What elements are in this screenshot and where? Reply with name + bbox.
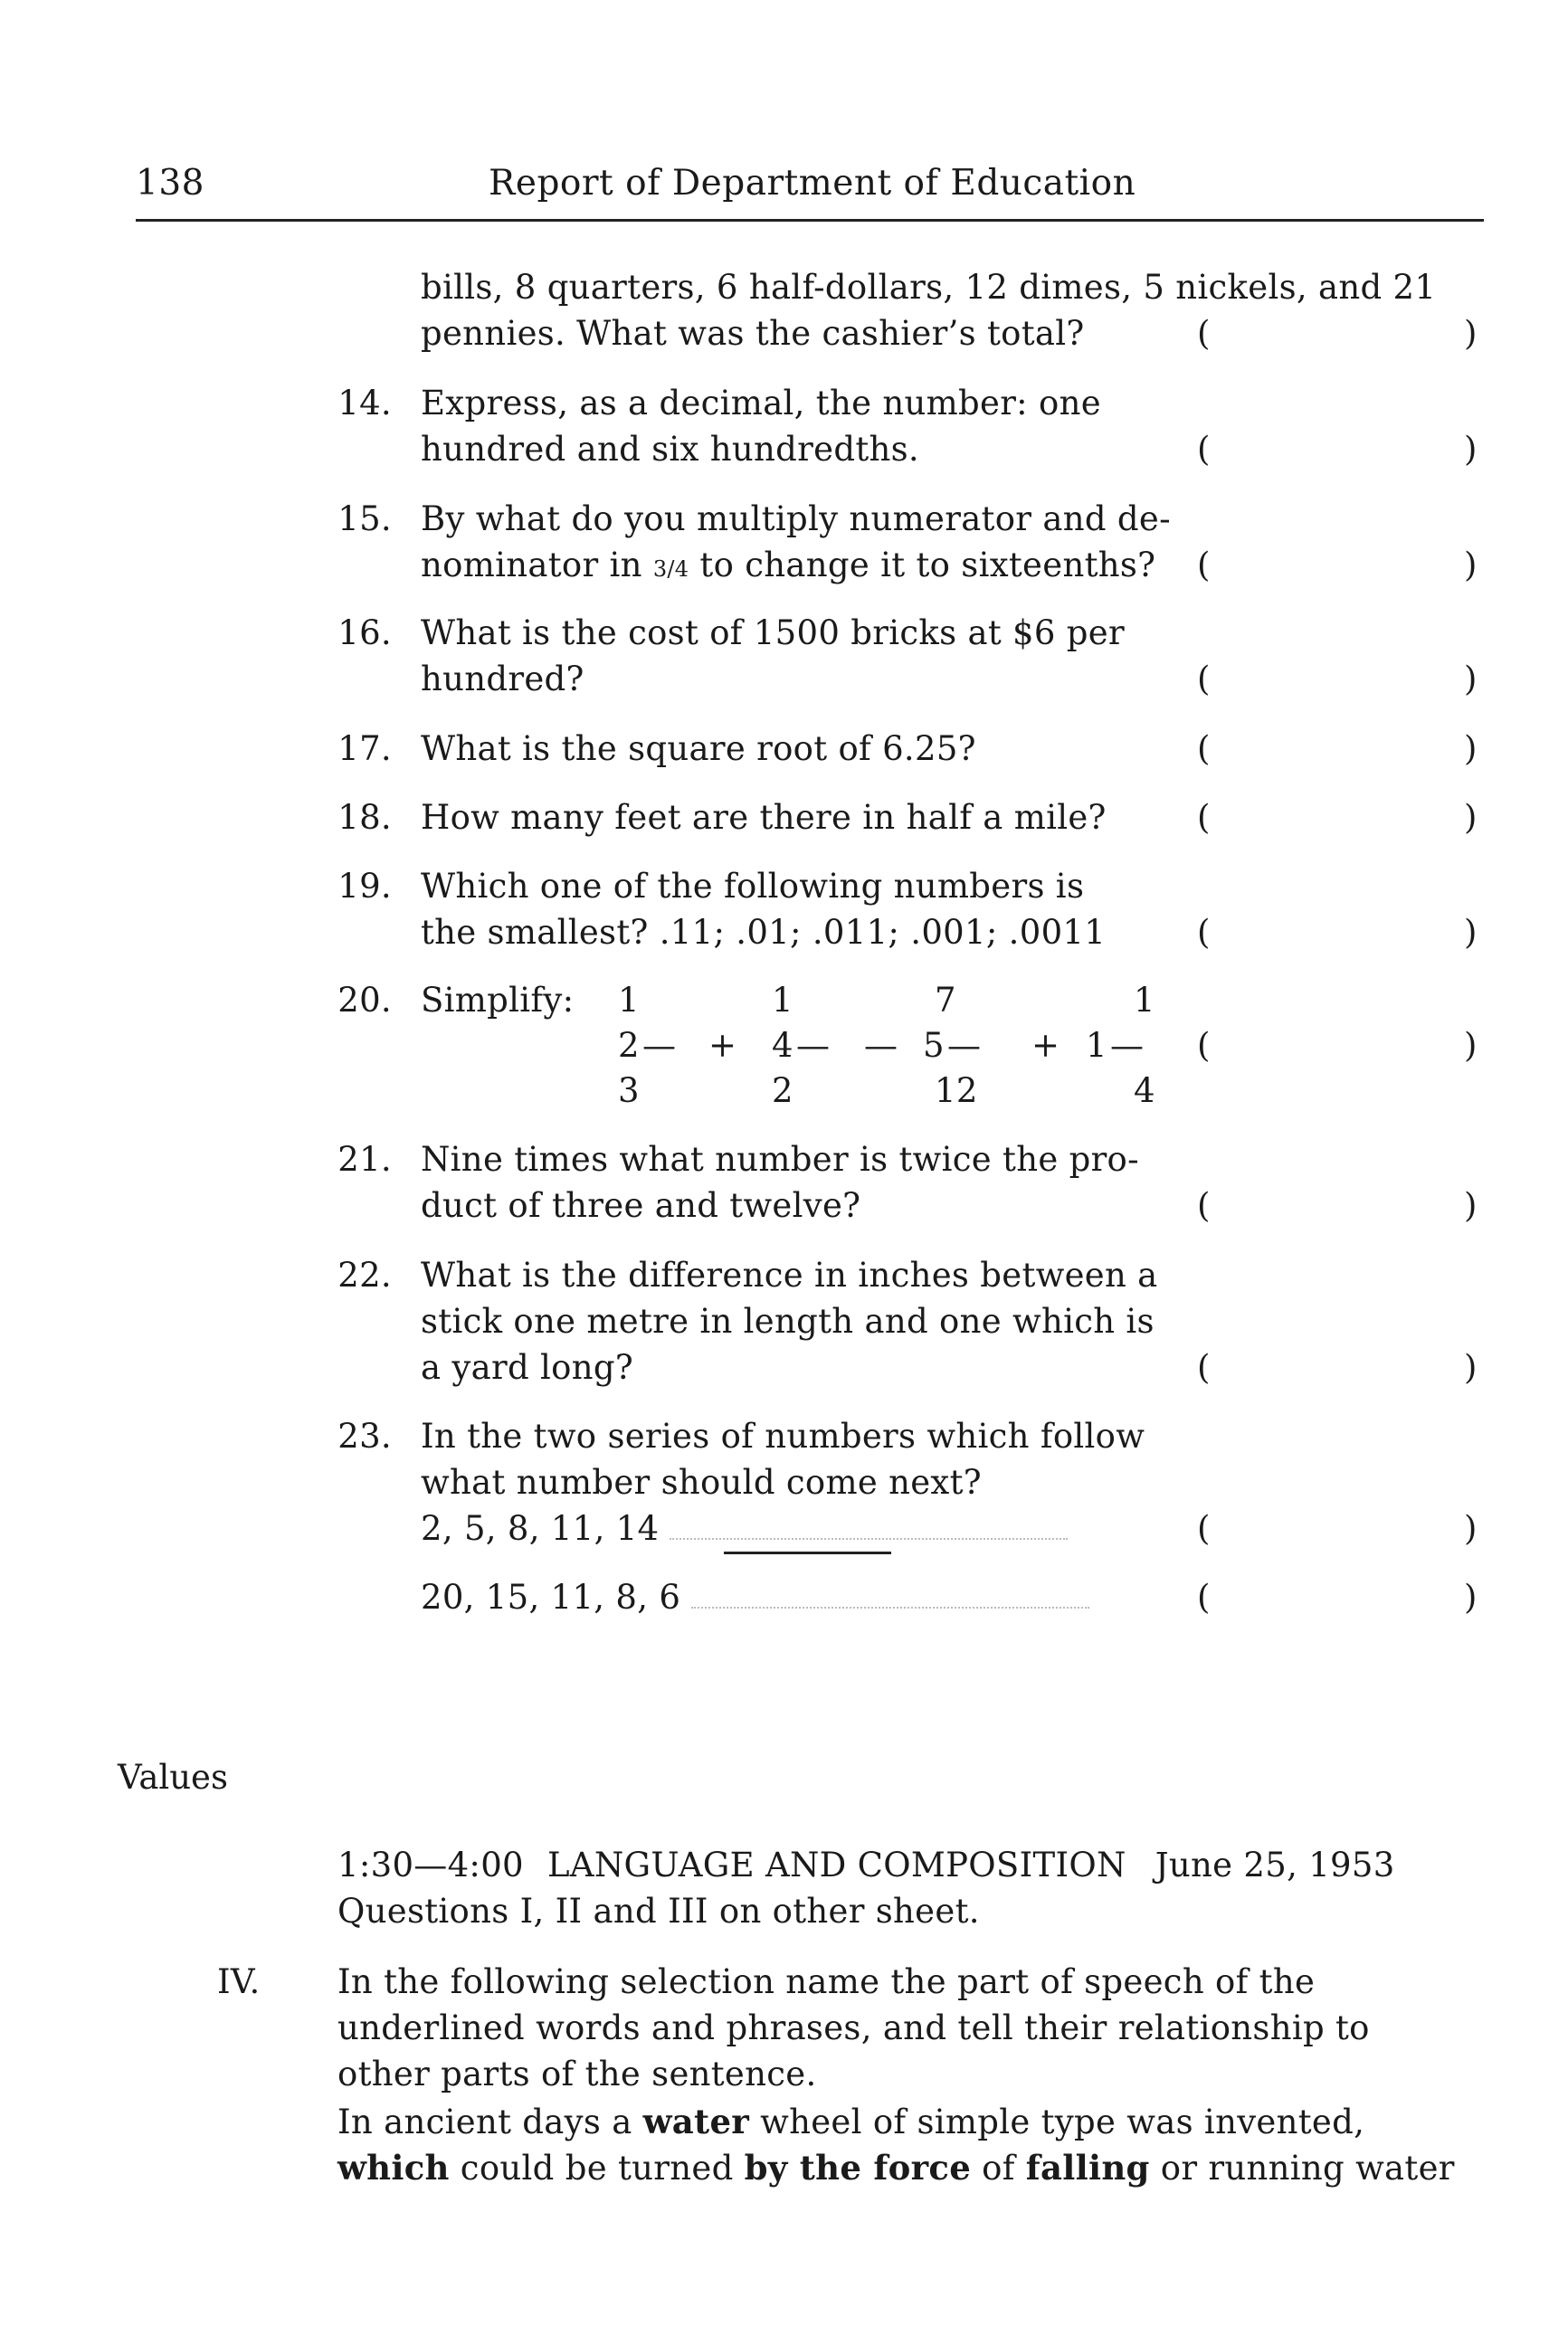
underlined-word: falling bbox=[1025, 2148, 1150, 2188]
question-number: 17. bbox=[337, 729, 392, 768]
denominator-2: 2 bbox=[772, 1071, 794, 1110]
whole-4: 1 bbox=[1086, 1026, 1107, 1065]
instruction-line-1: In the following selection name the part of speech of the bbox=[337, 1962, 1316, 2001]
fraction-three-quarters: 3/4 bbox=[652, 556, 689, 582]
exam-date: June 25, 1953 bbox=[1155, 1846, 1395, 1885]
simplify-label: Simplify: bbox=[421, 981, 575, 1020]
question-number: 19. bbox=[337, 867, 392, 906]
question-21: 21. Nine times what number is twice the pro- duct of three and twelve? ( ) bbox=[0, 1136, 1568, 1236]
question-16-line-2: hundred? bbox=[421, 660, 584, 698]
question-16-line-1: What is the cost of 1500 bricks at $6 per bbox=[421, 613, 1125, 652]
margin-label-values: Values bbox=[118, 1758, 228, 1797]
question-21-line-1: Nine times what number is twice the pro- bbox=[421, 1140, 1139, 1179]
number-series-1: 2, 5, 8, 11, 14 bbox=[421, 1505, 1199, 1552]
question-21-line-2: duct of three and twelve? bbox=[421, 1186, 861, 1225]
operator-1: + bbox=[708, 1026, 737, 1065]
dotted-leader bbox=[691, 1607, 1089, 1609]
question-number: 15. bbox=[337, 499, 392, 538]
question-15-line-2: nominator in 3/4 to change it to sixteenths? bbox=[421, 546, 1156, 584]
question-17-line-1: What is the square root of 6.25? bbox=[421, 729, 976, 768]
item-number-iv: IV. bbox=[217, 1962, 261, 2001]
running-title: Report of Department of Education bbox=[489, 163, 1136, 204]
instruction-line-2: underlined words and phrases, and tell their relationship to bbox=[337, 2008, 1370, 2047]
question-number: 21. bbox=[337, 1140, 392, 1179]
exam-subject: LANGUAGE AND COMPOSITION bbox=[546, 1846, 1126, 1885]
question-13-line-1: bills, 8 quarters, 6 half-dollars, 12 dimes, 5 nickels, and 21 bbox=[421, 268, 1437, 307]
selection-line-2: which could be turned by the force of falling or running water bbox=[337, 2148, 1455, 2188]
dotted-leader bbox=[670, 1538, 1068, 1540]
instruction-line-3: other parts of the sentence. bbox=[337, 2055, 817, 2093]
fraction-bar: — bbox=[642, 1026, 677, 1065]
underlined-word: which bbox=[337, 2148, 450, 2188]
numerator-4: 1 bbox=[1134, 981, 1155, 1020]
exam-time: 1:30—4:00 bbox=[337, 1846, 524, 1885]
question-number: 18. bbox=[337, 798, 392, 837]
question-18: 18. How many feet are there in half a mile? ( ) bbox=[0, 794, 1568, 844]
question-13-continuation: bills, 8 quarters, 6 half-dollars, 12 dimes, 5 nickels, and 21 pennies. What was the cashier’s total? ( ) bbox=[0, 264, 1568, 364]
number-series-2: 20, 15, 11, 8, 6 bbox=[421, 1574, 1199, 1620]
question-22-line-3: a yard long? bbox=[421, 1348, 633, 1387]
operator-2: — bbox=[864, 1026, 898, 1065]
question-23: 23. In the two series of numbers which follow what number should come next? 2, 5, 8, 11, 14 ( ) 20, 15, 11, 8, 6 ( ) bbox=[0, 1413, 1568, 1630]
numerator-1: 1 bbox=[618, 981, 640, 1020]
question-17: 17. What is the square root of 6.25? ( ) bbox=[0, 726, 1568, 775]
denominator-1: 3 bbox=[618, 1071, 640, 1110]
question-20: 20. Simplify: 1 1 7 1 2 — + 4 — — 5 — + 1 — 3 2 12 4 ( ) bbox=[0, 977, 1568, 1122]
page-header bbox=[136, 163, 1484, 208]
page-number: 138 bbox=[136, 163, 204, 204]
question-number: 20. bbox=[337, 981, 392, 1020]
underlined-word: water bbox=[642, 2102, 750, 2141]
exam-heading bbox=[337, 1842, 1496, 1888]
question-14-line-2: hundred and six hundredths. bbox=[421, 430, 919, 469]
question-number: 14. bbox=[337, 384, 392, 422]
question-16: 16. What is the cost of 1500 bricks at $6 per hundred? ( ) bbox=[0, 610, 1568, 709]
question-14: 14. Express, as a decimal, the number: one hundred and six hundredths. ( ) bbox=[0, 380, 1568, 479]
numerator-3: 7 bbox=[935, 981, 956, 1020]
question-number: 22. bbox=[337, 1256, 392, 1295]
fraction-bar: — bbox=[947, 1026, 982, 1065]
fraction-bar: — bbox=[1110, 1026, 1145, 1065]
question-14-line-1: Express, as a decimal, the number: one bbox=[421, 384, 1101, 422]
question-22: 22. What is the difference in inches between a stick one metre in length and one which is a yard long? ( ) bbox=[0, 1252, 1568, 1397]
question-22-line-2: stick one metre in length and one which is bbox=[421, 1302, 1155, 1341]
whole-1: 2 bbox=[618, 1026, 640, 1065]
question-13-line-2: pennies. What was the cashier’s total? bbox=[421, 314, 1085, 353]
section-divider bbox=[724, 1552, 891, 1554]
question-number: 16. bbox=[337, 613, 392, 652]
header-rule bbox=[136, 219, 1484, 222]
question-19: 19. Which one of the following numbers is the smallest? .11; .01; .011; .001; .0011 ( ) bbox=[0, 863, 1568, 963]
whole-2: 4 bbox=[772, 1026, 794, 1065]
question-23-line-1: In the two series of numbers which follow bbox=[421, 1417, 1145, 1456]
question-15-line-1: By what do you multiply numerator and de- bbox=[421, 499, 1171, 538]
whole-3: 5 bbox=[923, 1026, 945, 1065]
exam-note: Questions I, II and III on other sheet. bbox=[337, 1892, 980, 1931]
question-15: 15. By what do you multiply numerator and de- nominator in 3/4 to change it to sixteenths? ( ) bbox=[0, 496, 1568, 595]
fraction-bar: — bbox=[796, 1026, 831, 1065]
question-19-line-1: Which one of the following numbers is bbox=[421, 867, 1085, 906]
selection-line-1: In ancient days a water wheel of simple type was invented, bbox=[337, 2102, 1365, 2141]
question-18-line-1: How many feet are there in half a mile? bbox=[421, 798, 1107, 837]
denominator-3: 12 bbox=[935, 1071, 978, 1110]
question-23-line-2: what number should come next? bbox=[421, 1463, 982, 1502]
question-22-line-1: What is the difference in inches between a bbox=[421, 1256, 1158, 1295]
denominator-4: 4 bbox=[1134, 1071, 1155, 1110]
question-number: 23. bbox=[337, 1417, 392, 1456]
underlined-phrase: by the force bbox=[744, 2148, 972, 2188]
operator-3: + bbox=[1031, 1026, 1060, 1065]
numerator-2: 1 bbox=[772, 981, 794, 1020]
question-19-line-2: the smallest? .11; .01; .011; .001; .0011 bbox=[421, 913, 1107, 952]
